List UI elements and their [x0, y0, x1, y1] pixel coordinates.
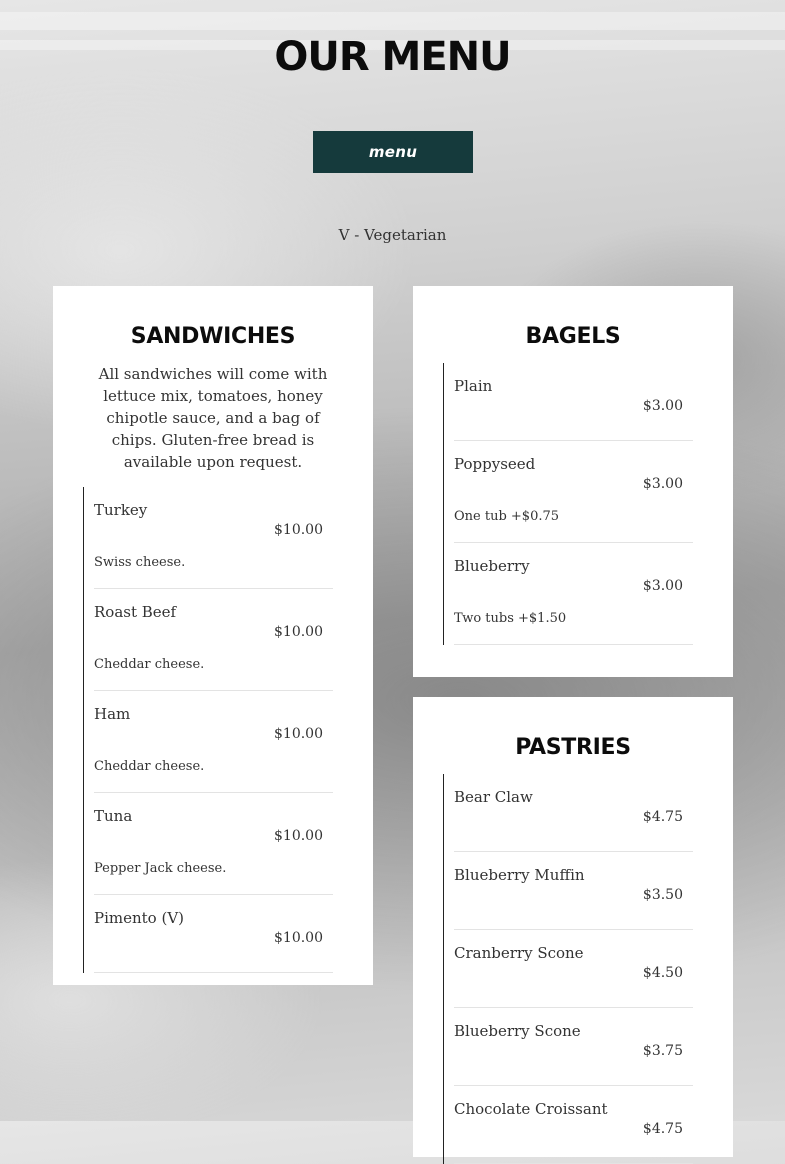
menu-item: [94, 793, 333, 895]
section-title: PASTRIES: [515, 735, 631, 760]
menu-item-price: $4.50: [642, 965, 683, 981]
menu-item-note: Pepper Jack cheese.: [94, 861, 227, 876]
menu-item-note: Two tubs +$1.50: [454, 611, 567, 626]
menu-item-name: Blueberry Muffin: [454, 866, 585, 884]
menu-item-name: Turkey: [94, 501, 148, 519]
menu-item-price: $10.00: [274, 930, 323, 946]
menu-item: [94, 691, 333, 793]
menu-item: [94, 895, 333, 973]
menu-item-price: $3.00: [642, 578, 683, 594]
menu-item-name: Bear Claw: [454, 788, 533, 806]
menu-item-name: Cranberry Scone: [454, 944, 584, 962]
menu-item-price: $3.00: [642, 476, 683, 492]
menu-item-price: $10.00: [274, 726, 323, 742]
menu-item: [94, 487, 333, 589]
menu-item: [454, 774, 693, 852]
menu-item-name: Tuna: [94, 807, 133, 825]
menu-item-list: [443, 774, 693, 1164]
menu-item-name: Chocolate Croissant: [454, 1100, 608, 1118]
menu-item-name: Pimento (V): [94, 909, 185, 927]
menu-item-list: [443, 363, 693, 645]
menu-item-name: Poppyseed: [454, 455, 536, 473]
menu-item-price: $10.00: [274, 522, 323, 538]
menu-item: [454, 1008, 693, 1086]
menu-item: [454, 930, 693, 1008]
section-title: SANDWICHES: [130, 324, 296, 349]
menu-item-price: $10.00: [274, 828, 323, 844]
vegetarian-legend: V - Vegetarian: [338, 226, 447, 244]
menu-item-name: Blueberry Scone: [454, 1022, 581, 1040]
menu-item: [454, 441, 693, 543]
menu-item: [454, 363, 693, 441]
menu-item-price: $4.75: [642, 809, 683, 825]
background-stripe: [0, 12, 785, 30]
menu-item-price: $10.00: [274, 624, 323, 640]
menu-item-name: Ham: [94, 705, 131, 723]
menu-item-name: Blueberry: [454, 557, 530, 575]
menu-item-note: One tub +$0.75: [454, 509, 560, 524]
menu-item-price: $3.00: [642, 398, 683, 414]
menu-item: [454, 852, 693, 930]
section-title: BAGELS: [525, 324, 621, 349]
menu-item-list: [83, 487, 333, 973]
menu-button[interactable]: menu: [313, 131, 473, 173]
menu-item-price: $3.50: [642, 887, 683, 903]
menu-item-price: $4.75: [642, 1121, 683, 1137]
bagels-card: [413, 286, 733, 677]
menu-item: [94, 589, 333, 691]
menu-item-note: Cheddar cheese.: [94, 759, 205, 774]
menu-item-name: Roast Beef: [94, 603, 177, 621]
pastries-card: [413, 697, 733, 1157]
menu-item-note: Cheddar cheese.: [94, 657, 205, 672]
menu-item-note: Swiss cheese.: [94, 555, 186, 570]
page-title: OUR MENU: [274, 34, 511, 80]
menu-item-price: $3.75: [642, 1043, 683, 1059]
menu-item: [454, 543, 693, 645]
section-description: All sandwiches will come with lettuce mix, tomatoes, honey chipotle sauce, and a bag of chips. Gluten-free bread is available upon request.: [98, 365, 328, 471]
menu-item-name: Plain: [454, 377, 493, 395]
menu-item: [454, 1086, 693, 1164]
sandwiches-card: [53, 286, 373, 985]
